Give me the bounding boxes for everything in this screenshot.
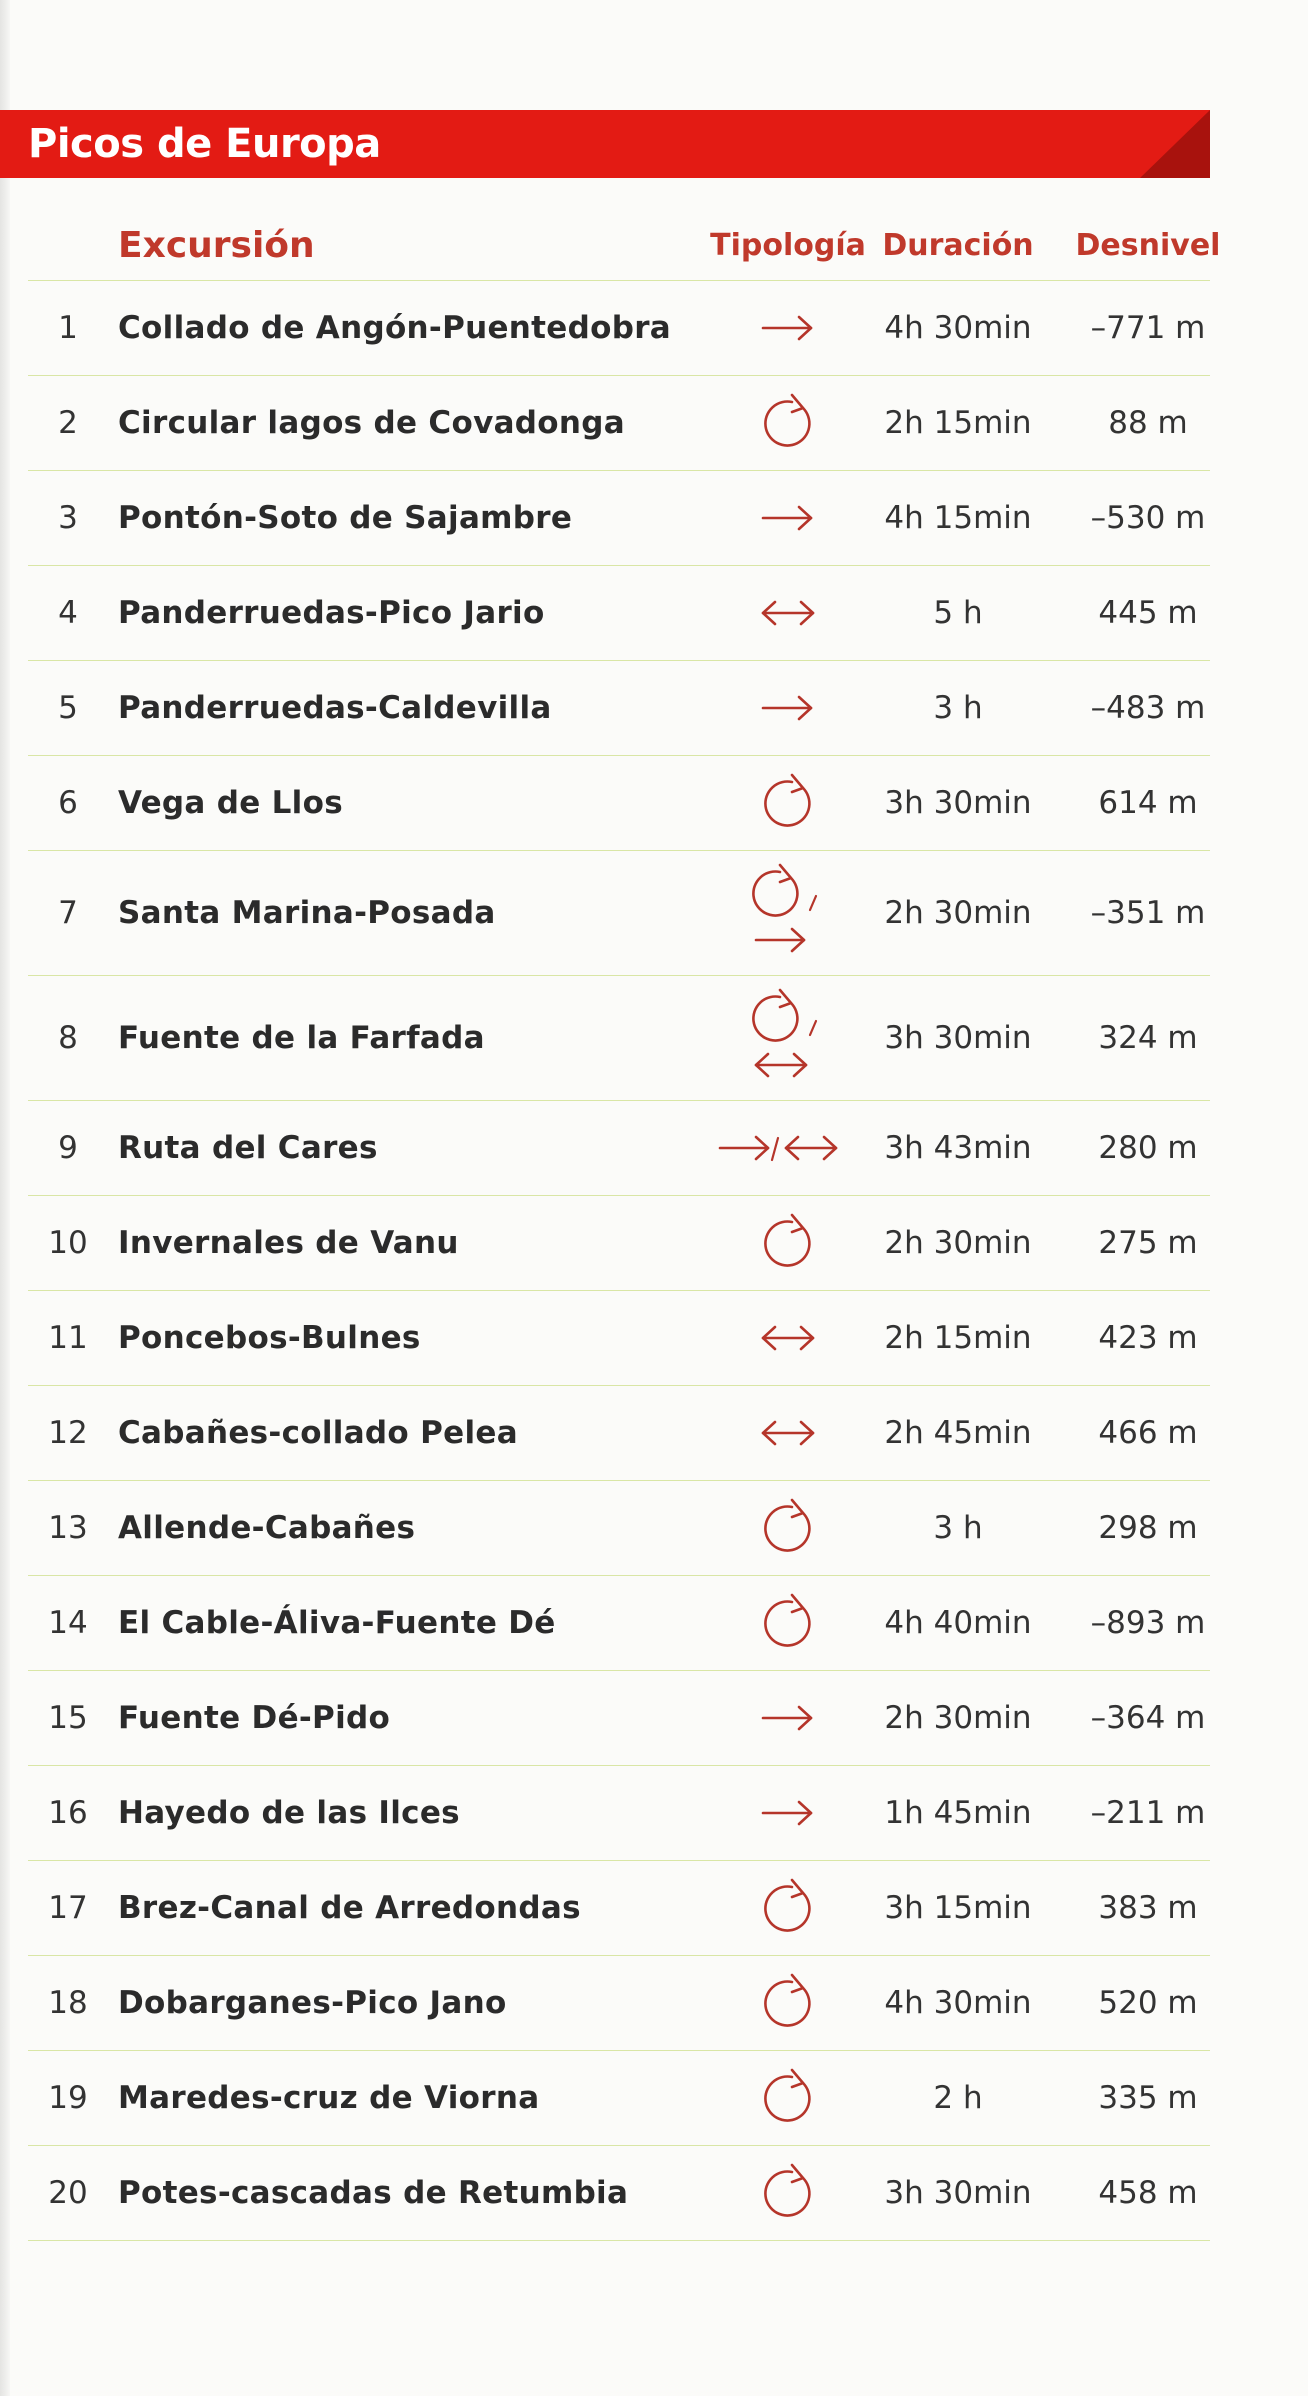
row-number: 1: [58, 310, 78, 346]
table-row: [28, 756, 1210, 851]
page-edge: [0, 0, 10, 2396]
row-number: 14: [48, 1605, 88, 1641]
desnivel-value: 423 m: [1098, 1320, 1198, 1356]
circular-icon: [758, 773, 818, 833]
excursion-name: Poncebos-Bulnes: [118, 1320, 421, 1356]
linear-arrow-icon: [758, 308, 818, 348]
excursion-name: Allende-Cabañes: [118, 1510, 416, 1546]
table-row: [28, 1956, 1210, 2051]
header-excursion: Excursión: [118, 225, 315, 266]
linear-arrow-icon: [758, 498, 818, 538]
circular-icon: [758, 1973, 818, 2033]
excursion-name: Maredes-cruz de Viorna: [118, 2080, 540, 2116]
excursion-name: Santa Marina-Posada: [118, 895, 496, 931]
desnivel-value: 458 m: [1098, 2175, 1198, 2211]
row-number: 6: [58, 785, 78, 821]
duracion-value: 1h 45min: [884, 1795, 1032, 1831]
table-row: [28, 1766, 1210, 1861]
desnivel-value: –211 m: [1090, 1795, 1206, 1831]
desnivel-value: 335 m: [1098, 2080, 1198, 2116]
desnivel-value: –351 m: [1090, 895, 1206, 931]
header-desnivel: Desnivel: [1075, 228, 1221, 263]
excursion-name: El Cable-Áliva-Fuente Dé: [118, 1605, 556, 1641]
duracion-value: 3h 30min: [884, 1020, 1032, 1056]
desnivel-value: –530 m: [1090, 500, 1206, 536]
duracion-value: 4h 30min: [884, 310, 1032, 346]
round-trip-icon: [758, 593, 818, 633]
excursion-name: Invernales de Vanu: [118, 1225, 459, 1261]
duracion-value: 2h 45min: [884, 1415, 1032, 1451]
excursion-name: Potes-cascadas de Retumbia: [118, 2175, 629, 2211]
desnivel-value: 280 m: [1098, 1130, 1198, 1166]
desnivel-value: –893 m: [1090, 1605, 1206, 1641]
desnivel-value: 466 m: [1098, 1415, 1198, 1451]
desnivel-value: 520 m: [1098, 1985, 1198, 2021]
duracion-value: 3h 30min: [884, 785, 1032, 821]
excursion-name: Panderruedas-Pico Jario: [118, 595, 545, 631]
circular-icon: [758, 393, 818, 453]
excursion-name: Vega de Llos: [118, 785, 343, 821]
row-number: 15: [48, 1700, 88, 1736]
table-row: [28, 1481, 1210, 1576]
table-row: [28, 661, 1210, 756]
row-number: 8: [58, 1020, 78, 1056]
excursion-name: Cabañes-collado Pelea: [118, 1415, 518, 1451]
header-duracion: Duración: [882, 228, 1034, 263]
desnivel-value: 614 m: [1098, 785, 1198, 821]
table-row: [28, 2051, 1210, 2146]
circular-or-linear-icon: [748, 868, 828, 958]
duracion-value: 4h 30min: [884, 1985, 1032, 2021]
row-number: 20: [48, 2175, 88, 2211]
excursion-name: Pontón-Soto de Sajambre: [118, 500, 573, 536]
duracion-value: 3h 15min: [884, 1890, 1032, 1926]
desnivel-value: 88 m: [1108, 405, 1188, 441]
table-row: [28, 1861, 1210, 1956]
row-number: 17: [48, 1890, 88, 1926]
circular-or-round-trip-icon: [748, 993, 828, 1083]
desnivel-value: 275 m: [1098, 1225, 1198, 1261]
row-number: 19: [48, 2080, 88, 2116]
table-header: [28, 212, 1221, 281]
table-row: [28, 1196, 1210, 1291]
excursion-name: Ruta del Cares: [118, 1130, 378, 1166]
circular-icon: [758, 2163, 818, 2223]
excursion-name: Hayedo de las Ilces: [118, 1795, 460, 1831]
table-row: [28, 1576, 1210, 1671]
row-number: 3: [58, 500, 78, 536]
row-number: 13: [48, 1510, 88, 1546]
header-tipologia: Tipología: [710, 228, 866, 263]
excursion-name: Circular lagos de Covadonga: [118, 405, 625, 441]
duracion-value: 3h 30min: [884, 2175, 1032, 2211]
duracion-value: 2h 30min: [884, 1700, 1032, 1736]
row-number: 7: [58, 895, 78, 931]
duracion-value: 2h 15min: [884, 405, 1032, 441]
row-number: 9: [58, 1130, 78, 1166]
desnivel-value: –364 m: [1090, 1700, 1206, 1736]
excursion-name: Dobarganes-Pico Jano: [118, 1985, 507, 2021]
linear-arrow-icon: [758, 1698, 818, 1738]
duracion-value: 2 h: [933, 2080, 983, 2116]
circular-icon: [758, 1878, 818, 1938]
duracion-value: 3 h: [933, 1510, 983, 1546]
section-title: Picos de Europa: [28, 121, 381, 167]
table-row: [28, 1101, 1210, 1196]
table-row: [28, 471, 1210, 566]
section-banner: [0, 110, 1210, 178]
duracion-value: 2h 15min: [884, 1320, 1032, 1356]
desnivel-value: 298 m: [1098, 1510, 1198, 1546]
row-number: 11: [48, 1320, 88, 1356]
excursion-name: Brez-Canal de Arredondas: [118, 1890, 581, 1926]
banner-fold: [1140, 110, 1210, 178]
circular-icon: [758, 2068, 818, 2128]
desnivel-value: 445 m: [1098, 595, 1198, 631]
row-number: 5: [58, 690, 78, 726]
excursion-name: Fuente de la Farfada: [118, 1020, 485, 1056]
excursion-name: Collado de Angón-Puentedobra: [118, 310, 672, 346]
excursion-name: Panderruedas-Caldevilla: [118, 690, 552, 726]
row-number: 18: [48, 1985, 88, 2021]
desnivel-value: –771 m: [1090, 310, 1206, 346]
circular-icon: [758, 1213, 818, 1273]
desnivel-value: –483 m: [1090, 690, 1206, 726]
duracion-value: 5 h: [933, 595, 983, 631]
table-row: [28, 1386, 1210, 1481]
circular-icon: [758, 1498, 818, 1558]
duracion-value: 4h 15min: [884, 500, 1032, 536]
table-row: [28, 976, 1210, 1101]
table-row: [28, 281, 1210, 376]
excursion-name: Fuente Dé-Pido: [118, 1700, 391, 1736]
desnivel-value: 324 m: [1098, 1020, 1198, 1056]
table-row: [28, 566, 1210, 661]
row-number: 10: [48, 1225, 88, 1261]
duracion-value: 3 h: [933, 690, 983, 726]
linear-arrow-icon: [758, 688, 818, 728]
round-trip-icon: [758, 1413, 818, 1453]
excursion-table: [28, 281, 1210, 2241]
table-row: [28, 1291, 1210, 1386]
row-number: 4: [58, 595, 78, 631]
duracion-value: 4h 40min: [884, 1605, 1032, 1641]
row-number: 16: [48, 1795, 88, 1831]
table-row: [28, 851, 1210, 976]
linear-arrow-icon: [758, 1793, 818, 1833]
duracion-value: 2h 30min: [884, 895, 1032, 931]
round-trip-icon: [758, 1318, 818, 1358]
row-number: 2: [58, 405, 78, 441]
linear-or-round-trip-icon: [718, 1128, 858, 1168]
duracion-value: 3h 43min: [884, 1130, 1032, 1166]
duracion-value: 2h 30min: [884, 1225, 1032, 1261]
circular-icon: [758, 1593, 818, 1653]
row-number: 12: [48, 1415, 88, 1451]
desnivel-value: 383 m: [1098, 1890, 1198, 1926]
table-row: [28, 1671, 1210, 1766]
table-row: [28, 2146, 1210, 2241]
table-row: [28, 376, 1210, 471]
